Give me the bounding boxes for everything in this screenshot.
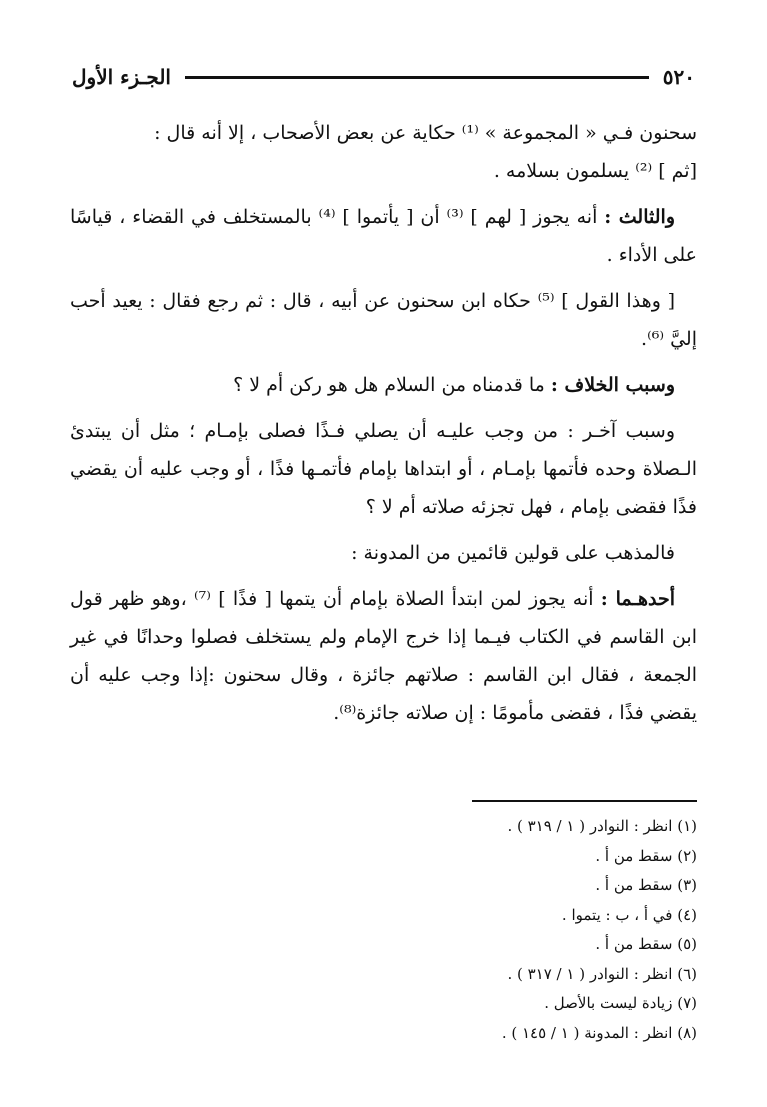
paragraph-text: [ وهذا القول ] ⁽⁵⁾ حكاه ابن سحنون عن أبيه ، قال : ثم رجع فقال : يعيد أحب إليَّ ⁽⁶⁾.: [70, 290, 697, 350]
paragraph-lead: أحدهـما :: [600, 588, 675, 610]
paragraph-text: ما قدمناه من السلام هل هو ركن أم لا ؟: [233, 374, 551, 396]
paragraph-1-line-2: [ثم ] ⁽²⁾ يسلمون بسلامه .: [493, 160, 697, 182]
footnote-4: (٤) في أ ، ب : يتموا .: [561, 905, 697, 924]
paragraph-1-line-1: سحنون فـي « المجموعة » ⁽¹⁾ حكاية عن بعض الأصحاب ، إلا أنه قال :: [154, 122, 697, 144]
paragraph-third-opinion: [70, 198, 697, 274]
paragraph-another-reason: [70, 412, 697, 526]
part-title: الجـزء الأول: [72, 65, 171, 89]
footnote-8: (٨) انظر : المدونة ( ١ / ١٤٥ ) .: [501, 1023, 697, 1042]
footnotes: [300, 812, 697, 1048]
paragraph-lead: وسبب الخلاف :: [550, 374, 675, 396]
paragraph-first-opinion: [70, 580, 697, 732]
running-header: [72, 62, 695, 92]
paragraph-1: [70, 114, 697, 190]
paragraph-text: فالمذهب على قولين قائمين من المدونة :: [351, 542, 675, 564]
footnote-6: (٦) انظر : النوادر ( ١ / ٣١٧ ) .: [507, 964, 697, 983]
page-body: [70, 114, 697, 740]
header-rule: [185, 76, 649, 79]
footnote-1: (١) انظر : النوادر ( ١ / ٣١٩ ) .: [507, 817, 697, 835]
footnote-3: (٣) سقط من أ .: [595, 876, 697, 894]
footnote-5: (٥) سقط من أ .: [595, 935, 697, 953]
paragraph-ibn-sahnun: [70, 282, 697, 358]
footnote-2: (٢) سقط من أ .: [595, 846, 697, 865]
paragraph-text: وسبب آخـر : من وجب عليـه أن يصلي فـذًا فصلى بإمـام ؛ مثل أن يبتدئ الـصلاة وحده فأتمها بإمـام ، أو ابتداها بإمام فأتمـها فذًا ، أو وجب عليه أن يقضي فذًا فقضى بإمام ، فهل تجزئه صلاته أم لا ؟: [70, 420, 697, 518]
footnote-divider: [472, 800, 697, 802]
paragraph-lead: والثالث :: [604, 206, 675, 228]
footnote-7: (٧) زيادة ليست بالأصل .: [544, 994, 697, 1012]
page-number: ٥٢٠: [662, 65, 695, 89]
paragraph-reason: [70, 366, 697, 404]
paragraph-text: أنه يجوز [ لهم ] ⁽³⁾ أن [ يأتموا ] ⁽⁴⁾ بالمستخلف في القضاء ، قياسًا على الأداء .: [70, 206, 697, 266]
paragraph-text: أنه يجوز لمن ابتدأ الصلاة بإمام أن يتمها [ فذًا ] ⁽⁷⁾ ،وهو ظهر قول ابن القاسم في الكتاب فيـما إذا خرج الإمام ولم يستخلف فصلوا وحدانًا في غير الجمعة ، فقال ابن القاسم : صلاتهم جائزة ، وقال سحنون :إذا وجب عليه أن يقضي فذًا ، فقضى مأمومًا : إن صلاته جائزة⁽⁸⁾.: [70, 588, 697, 724]
paragraph-madhhab: [70, 534, 697, 572]
